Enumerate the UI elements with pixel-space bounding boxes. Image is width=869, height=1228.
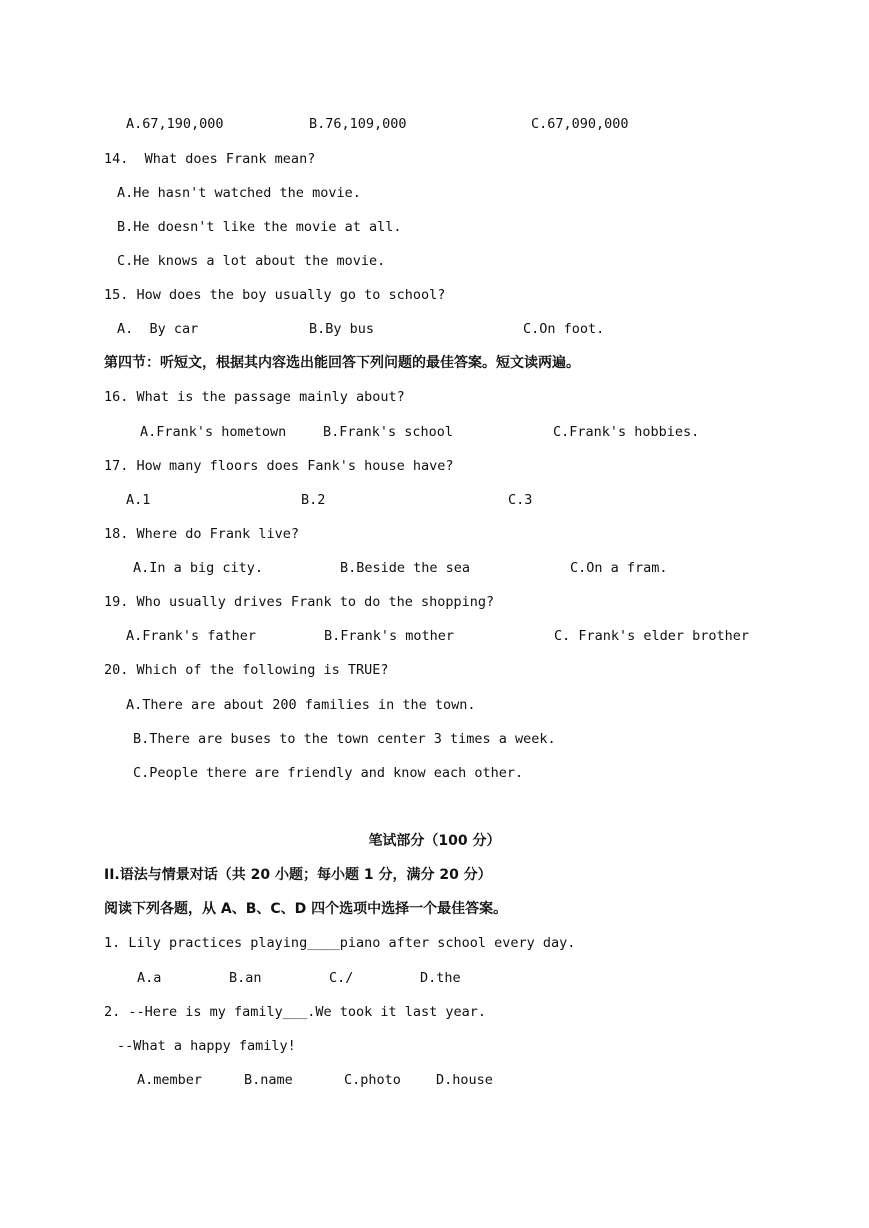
q13-option-a: A.67,190,000 <box>126 116 224 132</box>
q19-stem: 19. Who usually drives Frank to do the shopping? <box>104 594 495 610</box>
g1-option-c: C./ <box>329 970 354 986</box>
q15-option-b: B.By bus <box>309 321 375 337</box>
q15-stem: 15. How does the boy usually go to school? <box>104 287 446 303</box>
q13-option-b: B.76,109,000 <box>309 116 407 132</box>
q18-stem: 18. Where do Frank live? <box>104 526 300 542</box>
q16-option-c: C.Frank's hobbies. <box>553 424 700 440</box>
q20-stem: 20. Which of the following is TRUE? <box>104 662 389 678</box>
g1-stem: 1. Lily practices playing____piano after school every day. <box>104 935 576 951</box>
q17-option-b: B.2 <box>301 492 326 508</box>
g2-dialogue-line: --What a happy family! <box>117 1038 296 1054</box>
q16-stem: 16. What is the passage mainly about? <box>104 389 405 405</box>
q16-option-b: B.Frank's school <box>323 424 454 440</box>
part2-instructions: 阅读下列各题，从 A、B、C、D 四个选项中选择一个最佳答案。 <box>104 901 508 917</box>
q19-option-b: B.Frank's mother <box>324 628 455 644</box>
g1-option-a: A.a <box>137 970 162 986</box>
q18-option-c: C.On a fram. <box>570 560 668 576</box>
q19-option-a: A.Frank's father <box>126 628 257 644</box>
q13-option-c: C.67,090,000 <box>531 116 629 132</box>
q14-option-a: A.He hasn't watched the movie. <box>117 185 361 201</box>
q17-option-c: C.3 <box>508 492 533 508</box>
q15-option-c: C.On foot. <box>523 321 605 337</box>
g2-option-a: A.member <box>137 1072 203 1088</box>
q14-option-b: B.He doesn't like the movie at all. <box>117 219 402 235</box>
q14-option-c: C.He knows a lot about the movie. <box>117 253 386 269</box>
g2-option-c: C.photo <box>344 1072 401 1088</box>
q18-option-b: B.Beside the sea <box>340 560 471 576</box>
g2-option-b: B.name <box>244 1072 293 1088</box>
g1-option-b: B.an <box>229 970 262 986</box>
q14-stem: 14. What does Frank mean? <box>104 151 316 167</box>
g2-option-d: D.house <box>436 1072 493 1088</box>
q18-option-a: A.In a big city. <box>133 560 264 576</box>
g1-option-d: D.the <box>420 970 461 986</box>
q19-option-c: C. Frank's elder brother <box>554 628 750 644</box>
g2-stem: 2. --Here is my family___.We took it last year. <box>104 1004 487 1020</box>
q16-option-a: A.Frank's hometown <box>140 424 287 440</box>
q20-option-a: A.There are about 200 families in the town. <box>126 697 476 713</box>
q17-stem: 17. How many floors does Fank's house have? <box>104 458 454 474</box>
q17-option-a: A.1 <box>126 492 151 508</box>
written-part-title: 笔试部分（100 分） <box>368 833 501 849</box>
q15-option-a: A. By car <box>117 321 199 337</box>
part2-title: II.语法与情景对话（共 20 小题；每小题 1 分，满分 20 分） <box>104 867 492 883</box>
q20-option-c: C.People there are friendly and know each other. <box>133 765 524 781</box>
q20-option-b: B.There are buses to the town center 3 times a week. <box>133 731 556 747</box>
section4-heading: 第四节：听短文，根据其内容选出能回答下列问题的最佳答案。短文读两遍。 <box>104 355 580 371</box>
